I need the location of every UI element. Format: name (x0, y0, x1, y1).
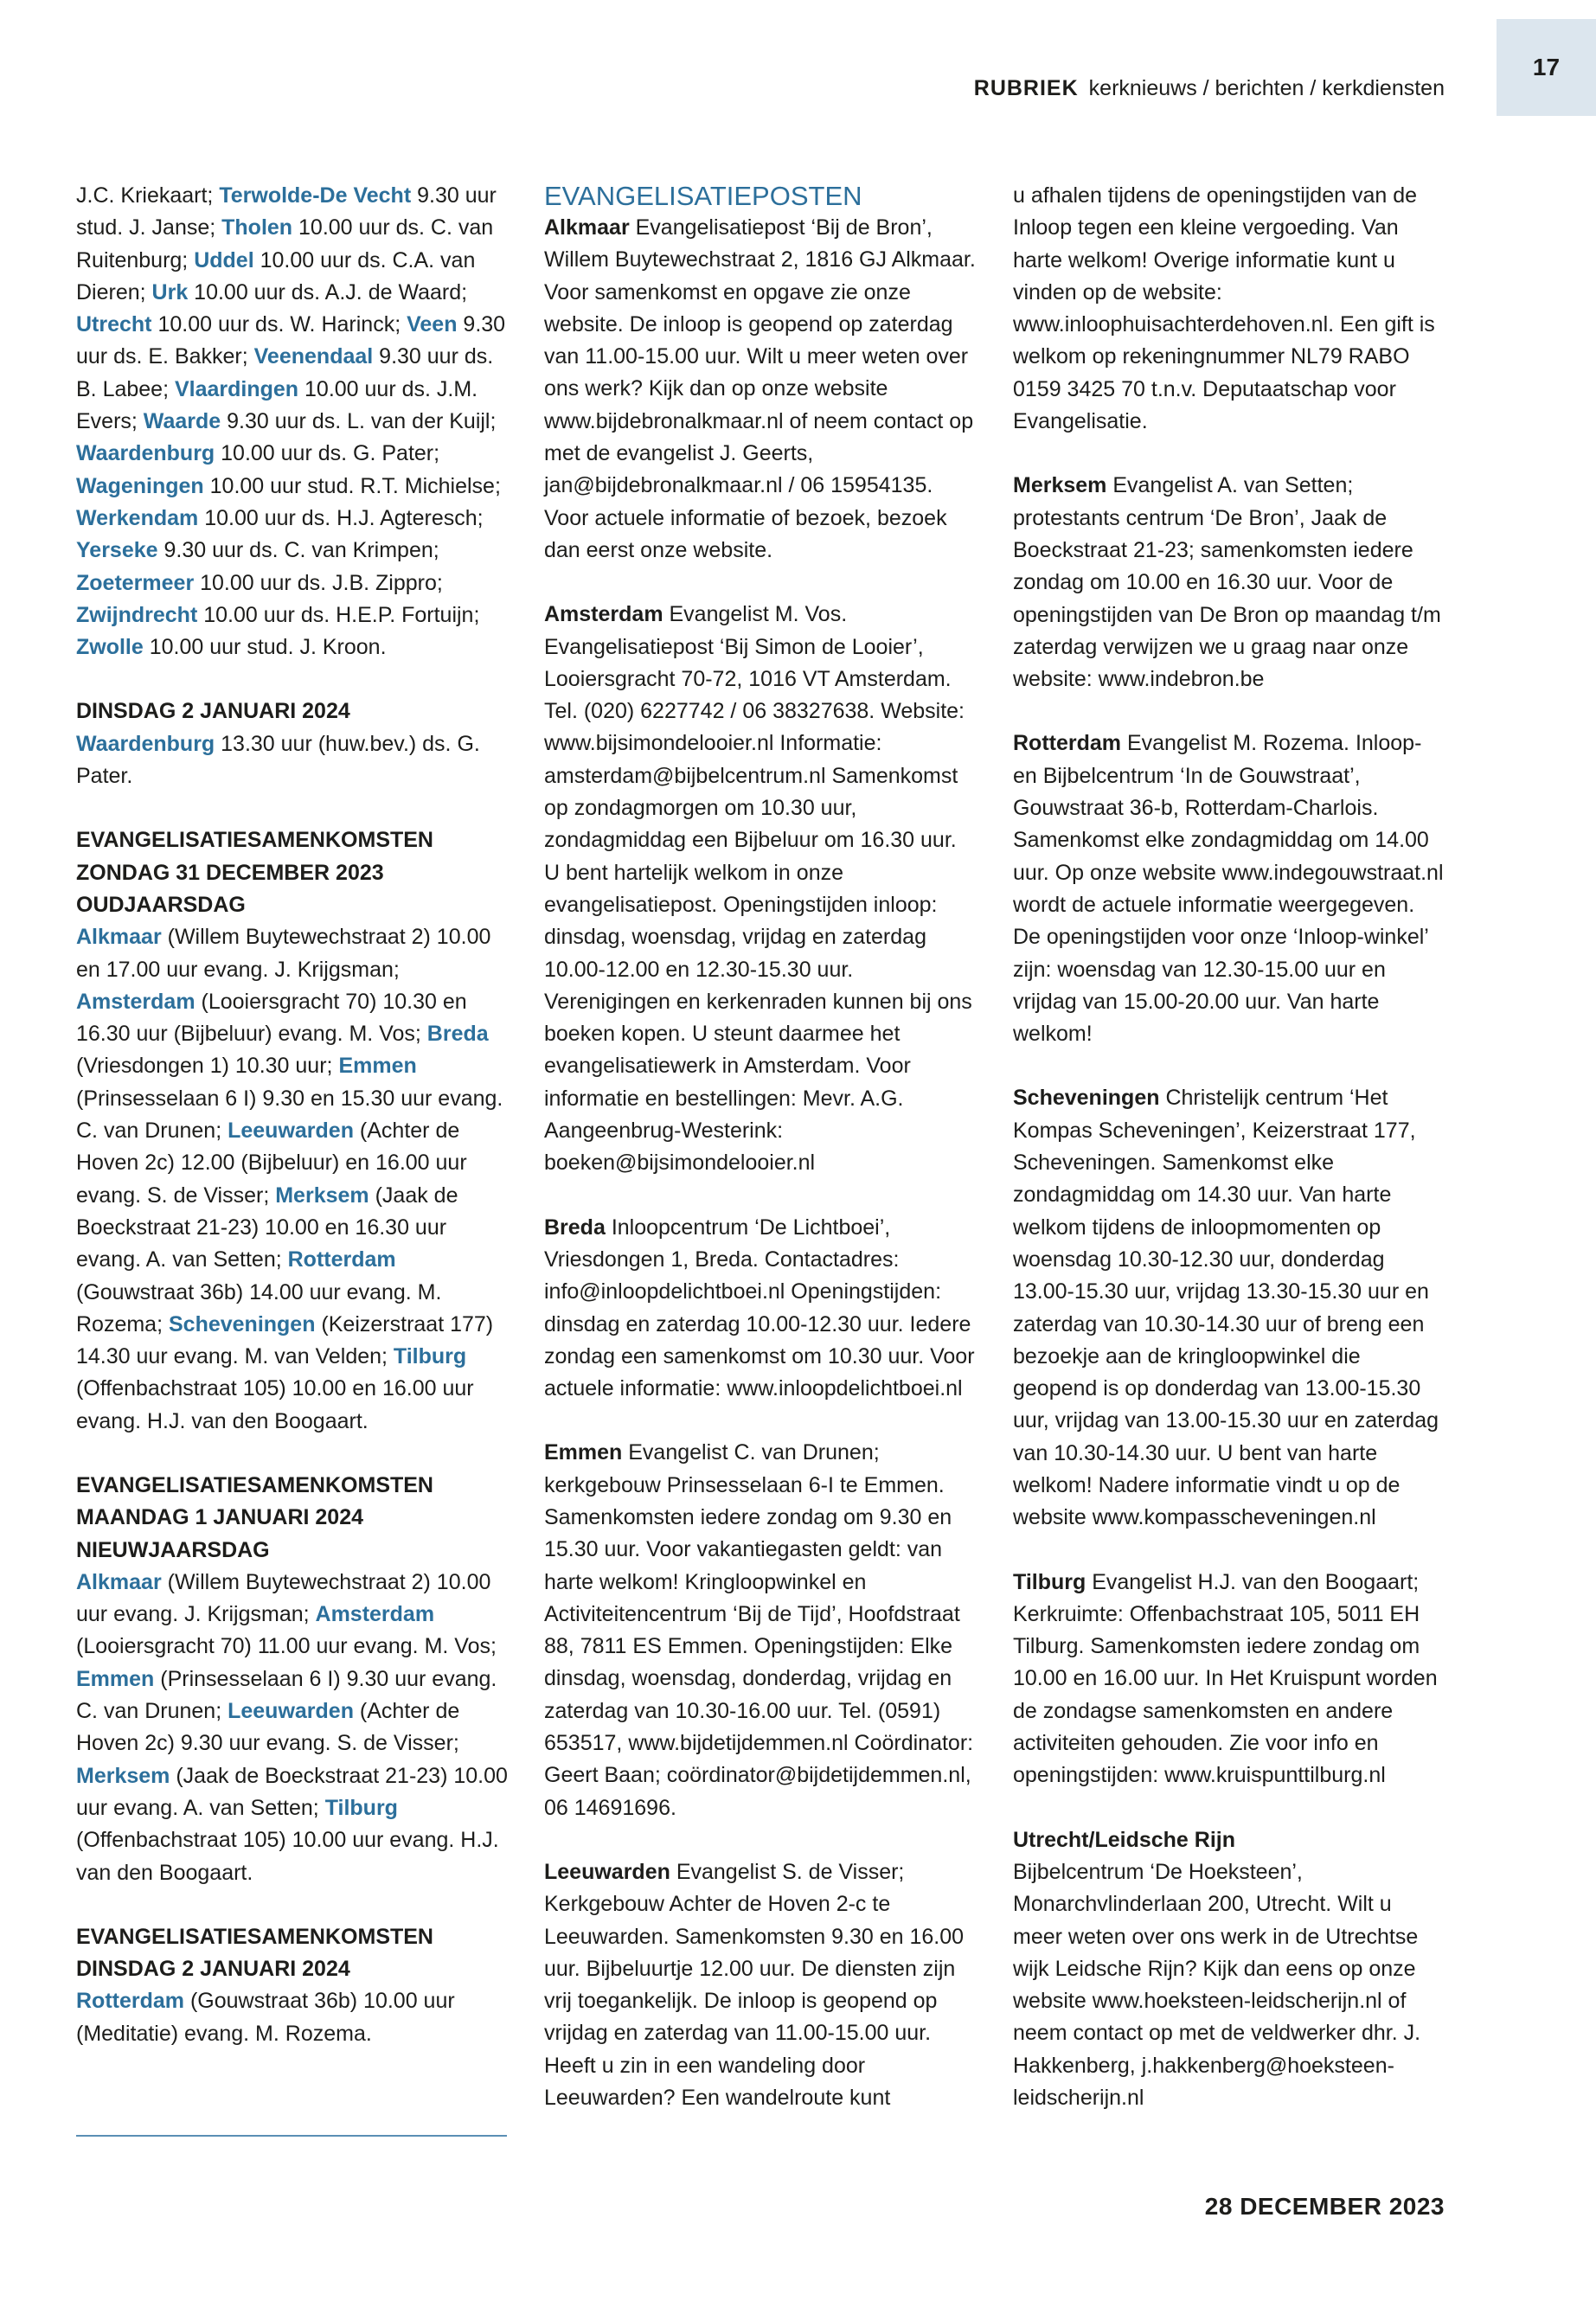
column-1 (76, 180, 509, 2082)
post-breda: Breda Inloopcentrum ‘De Lichtboei’, Vriesdongen 1, Breda. Contactadres: info@inloopdelichtboei.nl Openingstijden: dinsdag en zaterdag 10.00-12.30 uur. Iedere zondag een samenkomst om 10.30 uur. Voor actuele informatie: www.inloopdelichtboei.nl (544, 1215, 975, 1401)
post-emmen: Emmen Evangelist C. van Drunen; kerkgebouw Prinsesselaan 6-I te Emmen. Samenkomsten iedere zondag om 9.30 en 15.30 uur. Voor vakantiegasten geldt: van harte welkom! Kringloopwinkel en Activiteitencentrum ‘Bij de Tijd’, Hoofdstraat 88, 7811 ES Emmen. Openingstijden: Elke dinsdag, woensdag, donderdag, vrijdag en zaterdag van 10.30-16.00 uur. Tel. (0591) 653517, www.bijdetijdemmen.nl Coördinator: Geert Baan; coördinator@bijdetijdemmen.nl, 06 14691696. (544, 1440, 974, 1820)
post-amsterdam: Amsterdam Evangelist M. Vos. Evangelisatiepost ‘Bij Simon de Looier’, Looiersgracht 70-72, 1016 VT Amsterdam. Tel. (020) 6227742 / 06 38327638. Website: www.bijsimondelooier.nl Informatie: amsterdam@bijbelcentrum.nl Samenkomst op zondagmorgen om 10.30 uur, zondagmiddag een Bijbeluur om 16.30 uur. U bent hartelijk welkom in onze evangelisatiepost. Openingstijden inloop: dinsdag, woensdag, vrijdag en zaterdag 10.00-12.00 en 12.30-15.30 uur. Verenigingen en kerkenraden kunnen bij ons boeken kopen. U steunt daarmee het evangelisatiewerk in Amsterdam. Voor informatie en bestellingen: Mevr. A.G. Aangeenbrug-Westerink: boeken@bijsimondelooier.nl (544, 602, 972, 1176)
column-2 (544, 180, 977, 2146)
section-heading: DINSDAG 2 JANUARI 2024 (76, 699, 350, 724)
section-label: kerknieuws / berichten / kerkdiensten (1088, 76, 1445, 100)
page-number: 17 (1497, 19, 1596, 116)
evangelisation-monday: EVANGELISATIESAMENKOMSTEN MAANDAG 1 JANUARI 2024 NIEUWJAARSDAG Alkmaar (Willem Buytewechstraat 2) 10.00 uur evang. J. Krijgsman; Amsterdam (Looiersgracht 70) 11.00 uur evang. M. Vos; Emmen (Prinsesselaan 6 I) 9.30 uur evang. C. van Drunen; Leeuwarden (Achter de Hoven 2c) 9.30 uur evang. S. de Visser; Merksem (Jaak de Boeckstraat 21-23) 10.00 uur evang. A. van Setten; Tilburg (Offenbachstraat 105) 10.00 uur evang. H.J. van den Boogaart. (76, 1470, 509, 1889)
post-rotterdam: Rotterdam Evangelist M. Rozema. Inloop- en Bijbelcentrum ‘In de Gouwstraat’, Gouwstraat 36-b, Rotterdam-Charlois. Samenkomst elke zondagmiddag om 14.00 uur. Op onze website www.indegouwstraat.nl wordt de actuele informatie weergegeven. De openingstijden voor onze ‘Inloop-winkel’ zijn: woensdag van 12.30-15.00 uur en vrijdag van 15.00-20.00 uur. Van harte welkom! (1013, 731, 1444, 1047)
post-utrecht: Utrecht/Leidsche Rijn Bijbelcentrum ‘De Hoeksteen’, Monarchvlinderlaan 200, Utrecht. Wilt u meer weten over ons werk in de Utrechtse wijk Leidsche Rijn? Kijk dan eens op onze website www.hoeksteen-leidscherijn.nl of neem contact op met de veldwerker dhr. J. Hakkenberg, j.hakkenberg@hoeksteen-leidscherijn.nl (1013, 1827, 1421, 2111)
evangelisation-sunday: EVANGELISATIESAMENKOMSTEN ZONDAG 31 DECEMBER 2023 OUDJAARSDAG Alkmaar (Willem Buytewechstraat 2) 10.00 en 17.00 uur evang. J. Krijgsman; Amsterdam (Looiersgracht 70) 10.30 en 16.30 uur (Bijbeluur) evang. M. Vos; Breda (Vriesdongen 1) 10.30 uur; Emmen (Prinsesselaan 6 I) 9.30 en 15.30 uur evang. C. van Drunen; Leeuwarden (Achter de Hoven 2c) 12.00 (Bijbeluur) en 16.00 uur evang. S. de Visser; Merksem (Jaak de Boeckstraat 21-23) 10.00 en 16.30 uur evang. A. van Setten; Rotterdam (Gouwstraat 36b) 14.00 uur evang. M. Rozema; Scheveningen (Keizerstraat 177) 14.30 uur evang. M. van Velden; Tilburg (Offenbachstraat 105) 10.00 en 16.00 uur evang. H.J. van den Boogaart. (76, 824, 509, 1438)
post-scheveningen: Scheveningen Christelijk centrum ‘Het Kompas Scheveningen’, Keizerstraat 177, Scheveningen. Samenkomst elke zondagmiddag om 14.30 uur. Van harte welkom tijdens de inloopmomenten op woensdag 10.30-12.30 uur, donderdag 13.00-15.30 uur, vrijdag 13.30-15.30 uur en zaterdag van 10.30-14.30 uur of breng een bezoekje aan de kringloopwinkel die geopend is op donderdag van 13.00-15.30 uur, vrijdag van 13.00-15.30 uur en zaterdag van 10.30-14.30 uur. U bent van harte welkom! Nadere informatie vindt u op de website www.kompasscheveningen.nl (1013, 1086, 1439, 1530)
tuesday-services: DINSDAG 2 JANUARI 2024 Waardenburg 13.30 uur (huw.bev.) ds. G. Pater. (76, 695, 509, 792)
issue-date: 28 DECEMBER 2023 (1204, 2193, 1445, 2220)
section-heading: EVANGELISATIESAMENKOMSTEN (76, 1472, 433, 1497)
post-alkmaar: EVANGELISATIEPOSTEN Alkmaar Evangelisatiepost ‘Bij de Bron’, Willem Buytewechstraat 2, 1816 GJ Alkmaar. Voor samenkomst en opgave zie onze website. De inloop is geopend op zaterdag van 11.00-15.00 uur. Wilt u meer weten over ons werk? Kijk dan op onze website www.bijdebronalkmaar.nl of neem contact op met de evangelist J. Geerts, jan@bijdebronalkmaar.nl / 06 15954135. Voor actuele informatie of bezoek, bezoek dan eerst onze website. (544, 181, 976, 562)
rubric-label: RUBRIEK (973, 76, 1079, 100)
running-header (974, 76, 1445, 101)
section-title: EVANGELISATIEPOSTEN (544, 181, 862, 211)
section-heading: EVANGELISATIESAMENKOMSTEN (76, 828, 433, 853)
column-divider-line (76, 2135, 507, 2137)
evangelisation-tuesday: EVANGELISATIESAMENKOMSTEN DINSDAG 2 JANUARI 2024 Rotterdam (Gouwstraat 36b) 10.00 uur (Meditatie) evang. M. Rozema. (76, 1921, 509, 2050)
post-leeuwarden-continued: u afhalen tijdens de openingstijden van de Inloop tegen een kleine vergoeding. Van harte welkom! Overige informatie kunt u vinden op de website: www.inloophuisachterdehoven.nl. Een gift is welkom op rekeningnummer NL79 RABO 0159 3425 70 t.n.v. Deputaatschap voor Evangelisatie. (1013, 183, 1435, 434)
church-services-list: J.C. Kriekaart; Terwolde-De Vecht 9.30 uur stud. J. Janse; Tholen 10.00 uur ds. C. van Ruitenburg; Uddel 10.00 uur ds. C.A. van Dieren; Urk 10.00 uur ds. A.J. de Waard; Utrecht 10.00 uur ds. W. Harinck; Veen 9.30 uur ds. E. Bakker; Veenendaal 9.30 uur ds. B. Labee; Vlaardingen 10.00 uur ds. J.M. Evers; Waarde 9.30 uur ds. L. van der Kuijl; Waardenburg 10.00 uur ds. G. Pater; Wageningen 10.00 uur stud. R.T. Michielse; Werkendam 10.00 uur ds. H.J. Agteresch; Yerseke 9.30 uur ds. C. van Krimpen; Zoetermeer 10.00 uur ds. J.B. Zippro; Zwijndrecht 10.00 uur ds. H.E.P. Fortuijn; Zwolle 10.00 uur stud. J. Kroon. (76, 183, 506, 660)
post-leeuwarden: Leeuwarden Evangelist S. de Visser; Kerkgebouw Achter de Hoven 2-c te Leeuwarden. Samenkomsten 9.30 en 16.00 uur. Bijbeluurtje 12.00 uur. De diensten zijn vrij toegankelijk. De inloop is geopend op vrijdag en zaterdag van 11.00-15.00 uur. Heeft u zin in een wandeling door Leeuwarden? Een wandelroute kunt (544, 1859, 965, 2111)
column-3 (1013, 180, 1445, 2146)
section-heading: EVANGELISATIESAMENKOMSTEN (76, 1924, 433, 1949)
post-merksem: Merksem Evangelist A. van Setten; protestants centrum ‘De Bron’, Jaak de Boeckstraat 21-23; samenkomsten iedere zondag om 10.00 en 16.30 uur. Voor de openingstijden van De Bron op maandag t/m zaterdag verwijzen we u graag naar onze website: www.indebron.be (1013, 473, 1441, 692)
post-tilburg: Tilburg Evangelist H.J. van den Boogaart; Kerkruimte: Offenbachstraat 105, 5011 EH Tilburg. Samenkomsten iedere zondag om 10.00 en 16.00 uur. In Het Kruispunt worden de zondagse samenkomsten en andere activiteiten gehouden. Zie voor info en openingstijden: www.kruispunttilburg.nl (1013, 1569, 1438, 1788)
